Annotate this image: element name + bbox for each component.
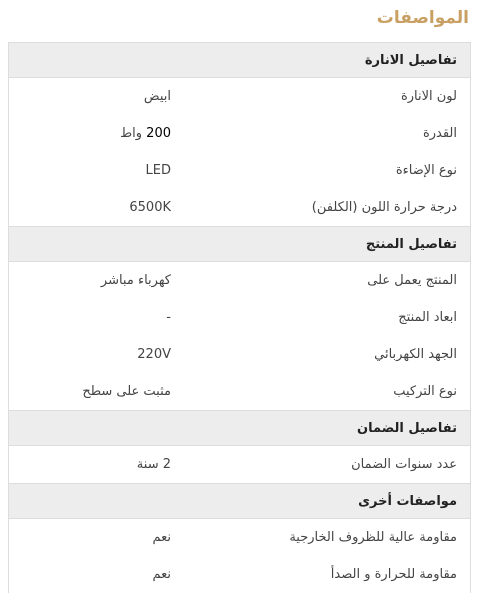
spec-value: كهرباء مباشر (100, 273, 171, 288)
spec-label: نوع الإضاءة (395, 163, 457, 178)
spec-value: مثبت على سطح (82, 384, 171, 399)
spec-value-power (120, 115, 171, 152)
spec-label: لون الانارة (400, 89, 457, 104)
power-number: 200 (146, 126, 171, 141)
spec-row-installation-type (9, 373, 470, 410)
spec-label: الجهد الكهربائي (374, 347, 457, 362)
spec-row-power-source (9, 262, 470, 299)
section-header-product: تفاصيل المنتج (9, 226, 470, 262)
spec-label: مقاومة للحرارة و الصدأ (330, 567, 457, 582)
spec-row-color-temperature (9, 189, 470, 226)
section-header-lighting: تفاصيل الانارة (9, 42, 470, 78)
power-unit: واط (120, 126, 143, 141)
spec-row-heat-rust-resistance (9, 556, 470, 593)
spec-row-voltage (9, 336, 470, 373)
spec-label: مقاومة عالية للظروف الخارجية (289, 530, 457, 545)
specifications-table (8, 42, 471, 593)
spec-label: المنتج يعمل على (367, 273, 457, 288)
specifications-title: المواصفات (376, 8, 469, 28)
spec-row-light-color (9, 78, 470, 115)
spec-label: نوع التركيب (393, 384, 457, 399)
spec-row-light-type (9, 152, 470, 189)
spec-row-weather-resistance (9, 519, 470, 556)
spec-row-dimensions (9, 299, 470, 336)
spec-value: 2 سنة (136, 457, 171, 472)
spec-value: 6500K (129, 200, 171, 215)
spec-row-warranty-years (9, 446, 470, 483)
spec-value: ابيض (143, 89, 171, 104)
section-header-warranty: تفاصيل الضمان (9, 410, 470, 446)
spec-row-power (9, 115, 470, 152)
spec-value: LED (145, 163, 171, 178)
spec-value: - (166, 310, 171, 325)
section-header-other: مواصفات أخرى (9, 483, 470, 519)
spec-label: عدد سنوات الضمان (351, 457, 457, 472)
spec-value: 220V (137, 347, 171, 362)
spec-label: درجة حرارة اللون (الكلفن) (311, 200, 457, 215)
spec-value: نعم (152, 530, 171, 545)
spec-label: القدرة (422, 126, 457, 141)
spec-label: ابعاد المنتج (398, 310, 457, 325)
spec-value: نعم (152, 567, 171, 582)
